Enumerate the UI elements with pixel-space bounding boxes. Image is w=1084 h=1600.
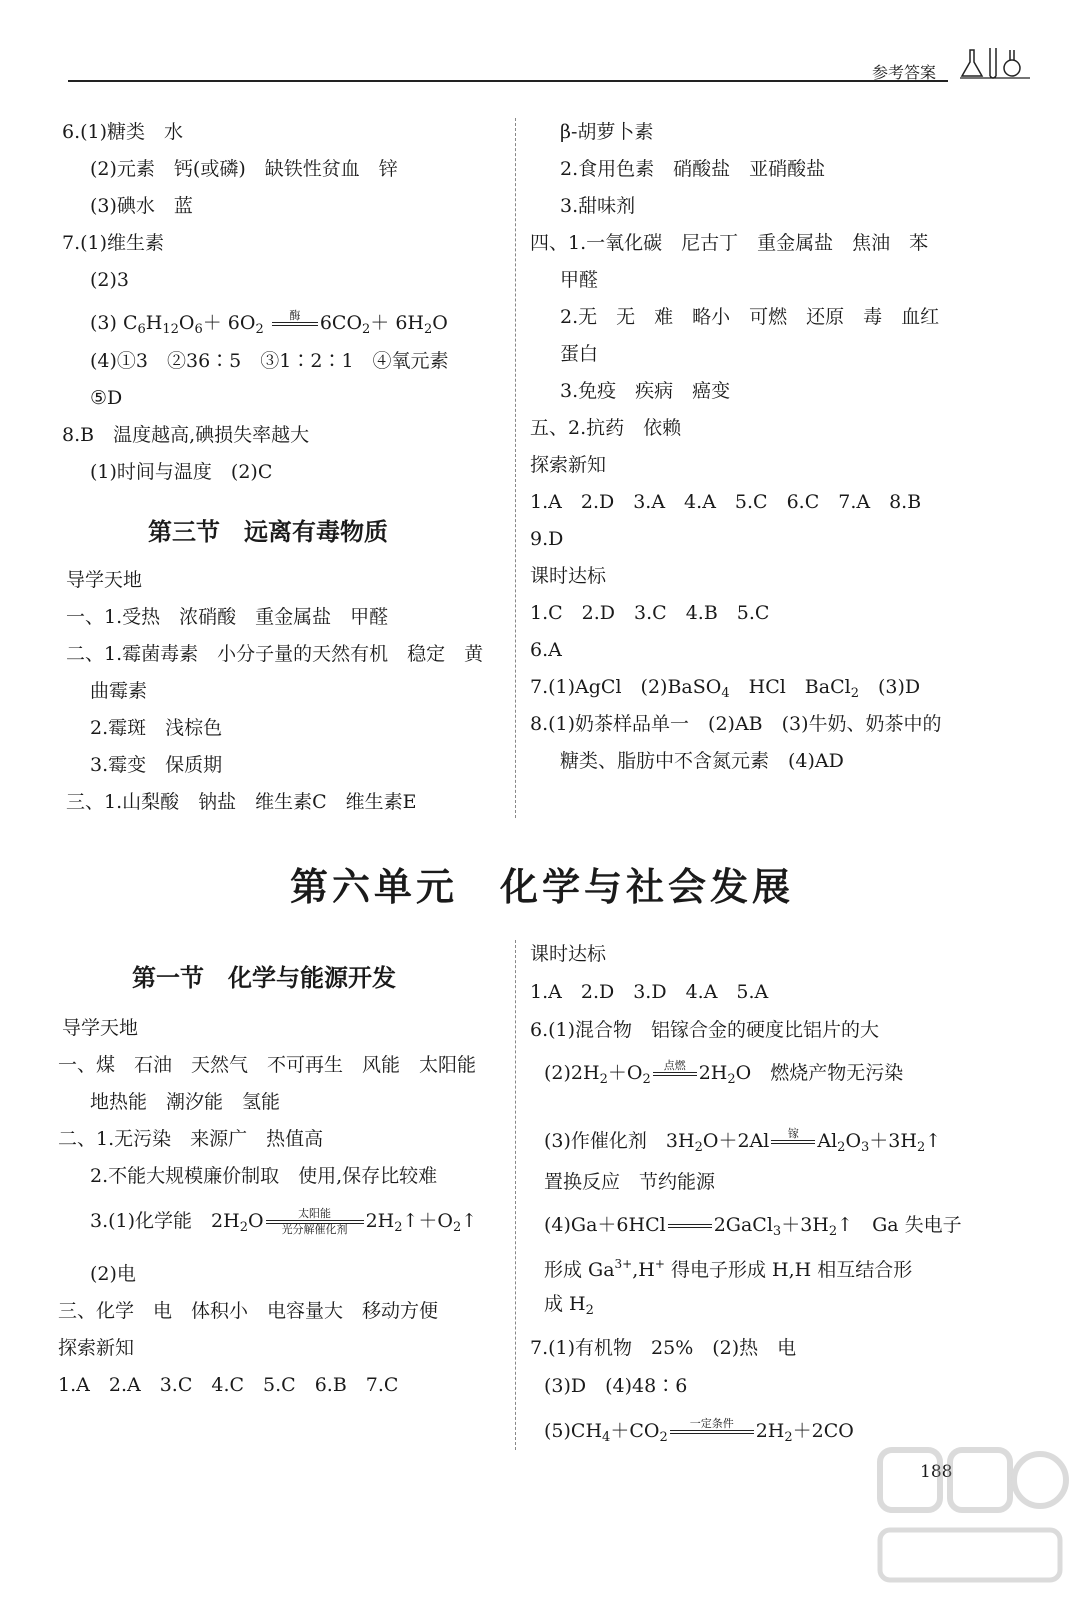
answer-line: 四、1.一氧化碳 尼古丁 重金属盐 焦油 苯 xyxy=(530,232,929,254)
eq-condition: 太阳能 xyxy=(298,1207,332,1220)
answer-line: 7.(1)维生素 xyxy=(62,232,165,254)
section-title: 第三节 远离有毒物质 xyxy=(148,518,388,546)
answer-line: 1.A 2.D 3.D 4.A 5.A xyxy=(530,981,769,1003)
flask-icon xyxy=(960,46,1030,82)
equation-line: $(2)2H_2+O_2$ 点燃 $2H_2O$ 燃烧产物无污染 xyxy=(544,1059,904,1087)
answer-line: 8.(1)奶茶样品单一 (2)AB (3)牛奶、奶茶中的 xyxy=(530,713,942,735)
equation-line: (3)作催化剂 $3H_2O+2Al$ 镓 $Al_2O_3+3H_2↑$ xyxy=(544,1127,942,1155)
answer-line: 一、1.受热 浓硝酸 重金属盐 甲醛 xyxy=(66,606,389,628)
answer-line: 二、1.无污染 来源广 热值高 xyxy=(58,1128,324,1150)
answer-line: 形成 $Ga^{3+},H^+$ 得电子形成 H,H 相互结合形 xyxy=(544,1257,913,1281)
answer-line: 3.甜味剂 xyxy=(560,195,636,217)
answer-line: 置换反应 节约能源 xyxy=(544,1171,716,1193)
answer-line: (2)3 xyxy=(90,269,130,291)
eq-condition: 镓 xyxy=(787,1127,799,1140)
answer-line: 成 $H_2$ xyxy=(544,1293,594,1318)
equation-line: $(5)CH_4+CO_2$ 一定条件 $2H_2+2CO$ xyxy=(544,1417,854,1445)
subheading: 导学天地 xyxy=(62,1017,139,1039)
answer-line: 二、1.霉菌毒素 小分子量的天然有机 稳定 黄 xyxy=(66,643,484,665)
equation-line: (3) $C_6H_{12}O_6+ 6O_2$ 酶 $6CO_2+ 6H_2O$ xyxy=(90,309,448,337)
column-divider-bottom xyxy=(515,940,516,1450)
answer-line: 6.(1)混合物 铝镓合金的硬度比铝片的大 xyxy=(530,1019,880,1041)
answer-line: ⑤D xyxy=(90,387,123,409)
answer-line: 9.D xyxy=(530,528,564,550)
answer-line: 曲霉素 xyxy=(90,680,148,702)
subheading: 探索新知 xyxy=(58,1337,135,1359)
answer-line: (3)D (4)48∶6 xyxy=(544,1375,688,1397)
answer-line: 6.A xyxy=(530,639,562,661)
answer-line: 7.(1)有机物 25% (2)热 电 xyxy=(530,1337,797,1359)
eq-text: (3) C xyxy=(90,312,138,334)
answer-line: β-胡萝卜素 xyxy=(560,121,654,143)
answer-line: 1.A 2.D 3.A 4.A 5.C 6.C 7.A 8.B xyxy=(530,491,922,513)
subheading: 课时达标 xyxy=(530,943,607,965)
subheading: 课时达标 xyxy=(530,565,607,587)
answer-line: 2.食用色素 硝酸盐 亚硝酸盐 xyxy=(560,158,826,180)
answer-line: (2)电 xyxy=(90,1263,136,1285)
answer-line: (3)碘水 蓝 xyxy=(90,195,193,217)
answer-line: 蛋白 xyxy=(560,343,599,365)
answer-line: 6.(1)糖类 水 xyxy=(62,121,184,143)
answer-line: 三、1.山梨酸 钠盐 维生素C 维生素E xyxy=(66,791,417,813)
subheading: 探索新知 xyxy=(530,454,607,476)
unit-title: 第六单元 化学与社会发展 xyxy=(289,864,794,909)
answer-line: 7.(1)AgCl (2)BaSO$_4$ HCl BaCl$_2$ (3)D xyxy=(530,676,921,701)
answer-line: 一、煤 石油 天然气 不可再生 风能 太阳能 xyxy=(58,1054,477,1076)
answer-line: 1.C 2.D 3.C 4.B 5.C xyxy=(530,602,770,624)
answer-line: (2)元素 钙(或磷) 缺铁性贫血 锌 xyxy=(90,158,398,180)
page-number: 188 xyxy=(920,1462,953,1482)
eq-condition: 点燃 xyxy=(663,1059,686,1072)
answer-line: 糖类、脂肪中不含氮元素 (4)AD xyxy=(560,750,844,772)
equation-line: 3.(1)化学能 $2H_2O$ 太阳能 光分解催化剂 $2H_2↑+O_2↑$ xyxy=(90,1207,478,1236)
watermark-logo xyxy=(870,1440,1070,1590)
equation-line: (4)Ga＋6HCl $2GaCl_3+3H_2↑$ Ga 失电子 xyxy=(544,1214,962,1239)
answer-line: 1.A 2.A 3.C 4.C 5.C 6.B 7.C xyxy=(58,1374,399,1396)
eq-condition: 酶 xyxy=(289,309,301,322)
answer-line: 三、化学 电 体积小 电容量大 移动方便 xyxy=(58,1300,439,1322)
answer-line: 五、2.抗药 依赖 xyxy=(530,417,682,439)
answer-line: 3.霉变 保质期 xyxy=(90,754,223,776)
answer-line: 2.霉斑 浅棕色 xyxy=(90,717,223,739)
eq-condition: 光分解催化剂 xyxy=(281,1223,348,1236)
answer-line: (1)时间与温度 (2)C xyxy=(90,461,273,483)
eq-text: 6CO xyxy=(319,312,363,334)
answer-line: 2.不能大规模廉价制取 使用,保存比较难 xyxy=(90,1165,438,1187)
section-title: 第一节 化学与能源开发 xyxy=(132,964,396,992)
answer-line: 2.无 无 难 略小 可燃 还原 毒 血红 xyxy=(560,306,940,328)
answer-line: 地热能 潮汐能 氢能 xyxy=(90,1091,281,1113)
answer-line: 3.免疫 疾病 癌变 xyxy=(560,380,731,402)
header-label: 参考答案 xyxy=(872,63,937,82)
answer-line: 甲醛 xyxy=(560,269,599,291)
answer-line: (4)①3 ②36∶5 ③1∶2∶1 ④氧元素 xyxy=(90,350,449,372)
column-divider-top xyxy=(515,118,516,818)
eq-condition: 一定条件 xyxy=(689,1417,734,1430)
subheading: 导学天地 xyxy=(66,569,143,591)
answer-line: 8.B 温度越高,碘损失率越大 xyxy=(62,424,310,446)
header-rule xyxy=(68,80,948,82)
